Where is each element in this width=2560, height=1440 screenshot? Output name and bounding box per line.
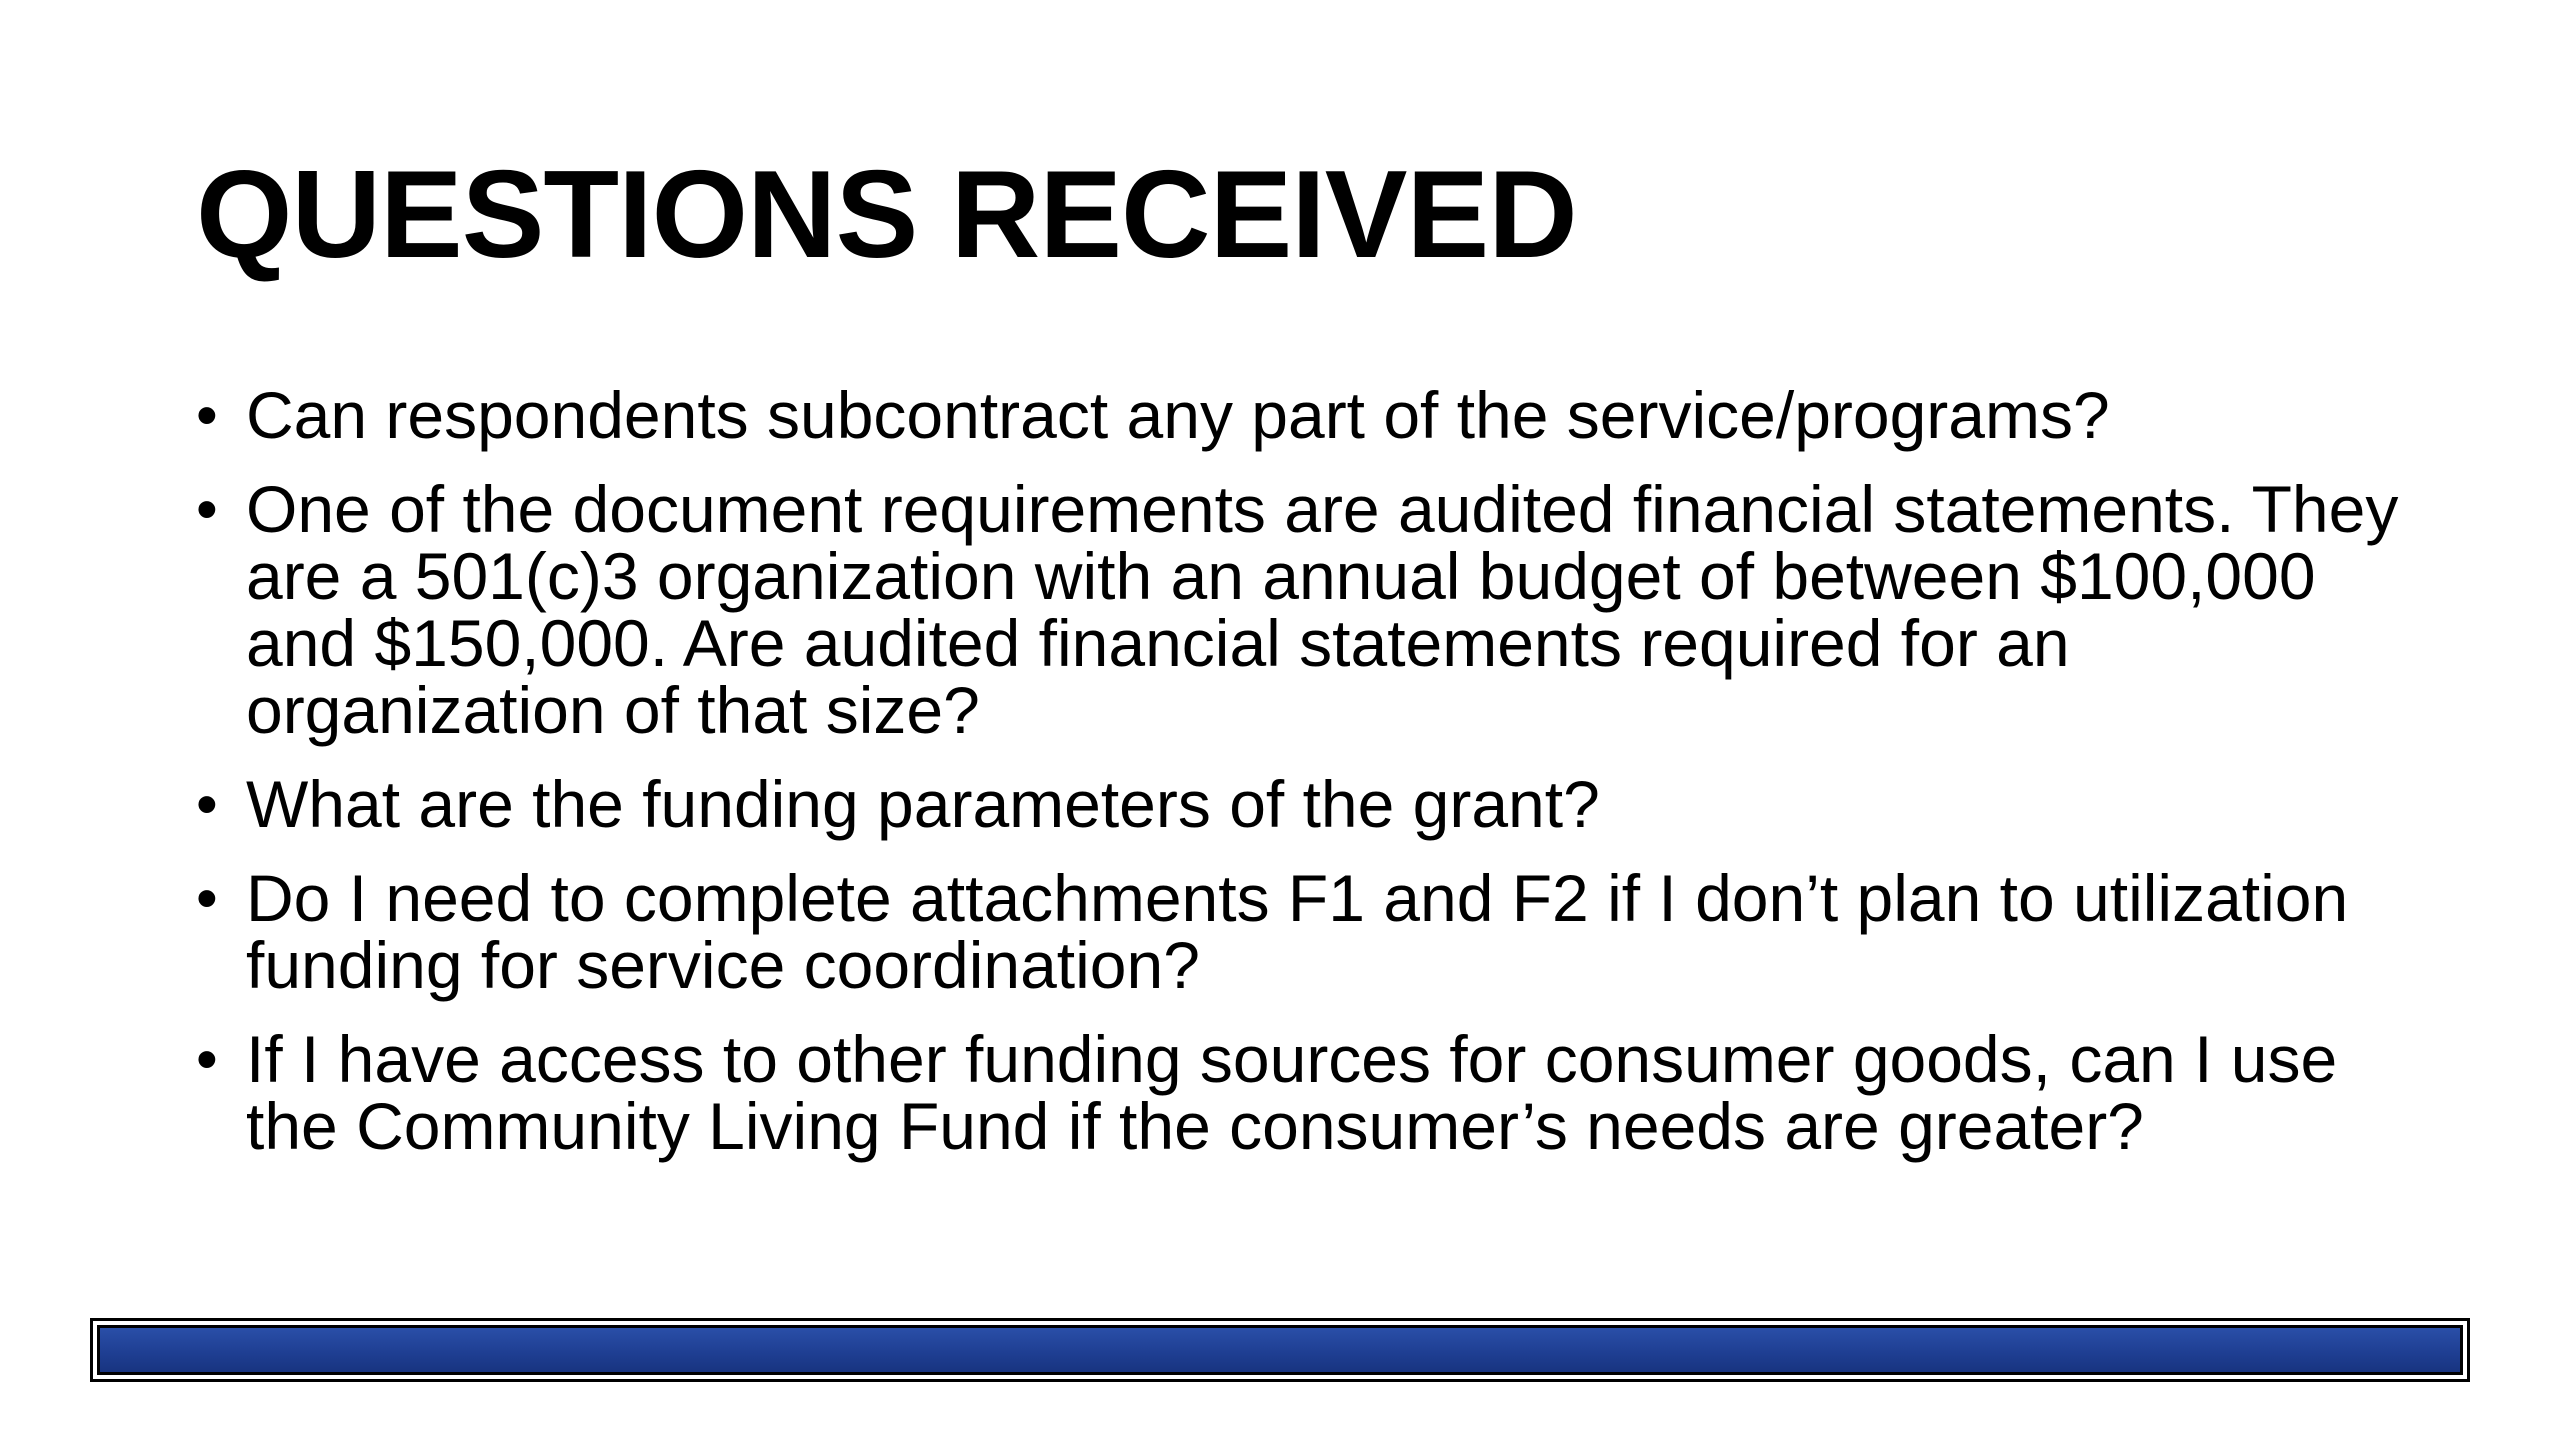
- bullet-text: What are the funding parameters of the grant?: [246, 767, 1600, 841]
- footer-bar-border: [93, 1321, 2467, 1379]
- bullet-icon: •: [196, 475, 218, 544]
- footer-bar-fill: [100, 1328, 2460, 1372]
- list-item: [196, 1022, 2416, 1163]
- bullet-text: One of the document requirements are audited financial statements. They are a 501(c)3 organization with an annual budget of between $100,000 and $150,000. Are audited financial statements required for an organization of that size?: [246, 472, 2399, 747]
- bullet-icon: •: [196, 770, 218, 839]
- slide-title: QUESTIONS RECEIVED: [196, 146, 1577, 284]
- list-item: [196, 472, 2416, 747]
- list-item: [196, 767, 2416, 841]
- bullet-text: Can respondents subcontract any part of the service/programs?: [246, 378, 2110, 452]
- bullet-icon: •: [196, 381, 218, 450]
- bullet-icon: •: [196, 1025, 218, 1094]
- bullet-icon: •: [196, 864, 218, 933]
- list-item: [196, 861, 2416, 1002]
- list-item: [196, 378, 2416, 452]
- bullet-text: If I have access to other funding sources for consumer goods, can I use the Community Living Fund if the consumer’s needs are greater?: [246, 1022, 2338, 1163]
- bullet-text: Do I need to complete attachments F1 and F2 if I don’t plan to utilization funding for service coordination?: [246, 861, 2349, 1002]
- footer-bar: [90, 1318, 2470, 1382]
- bullet-list: [196, 378, 2416, 1187]
